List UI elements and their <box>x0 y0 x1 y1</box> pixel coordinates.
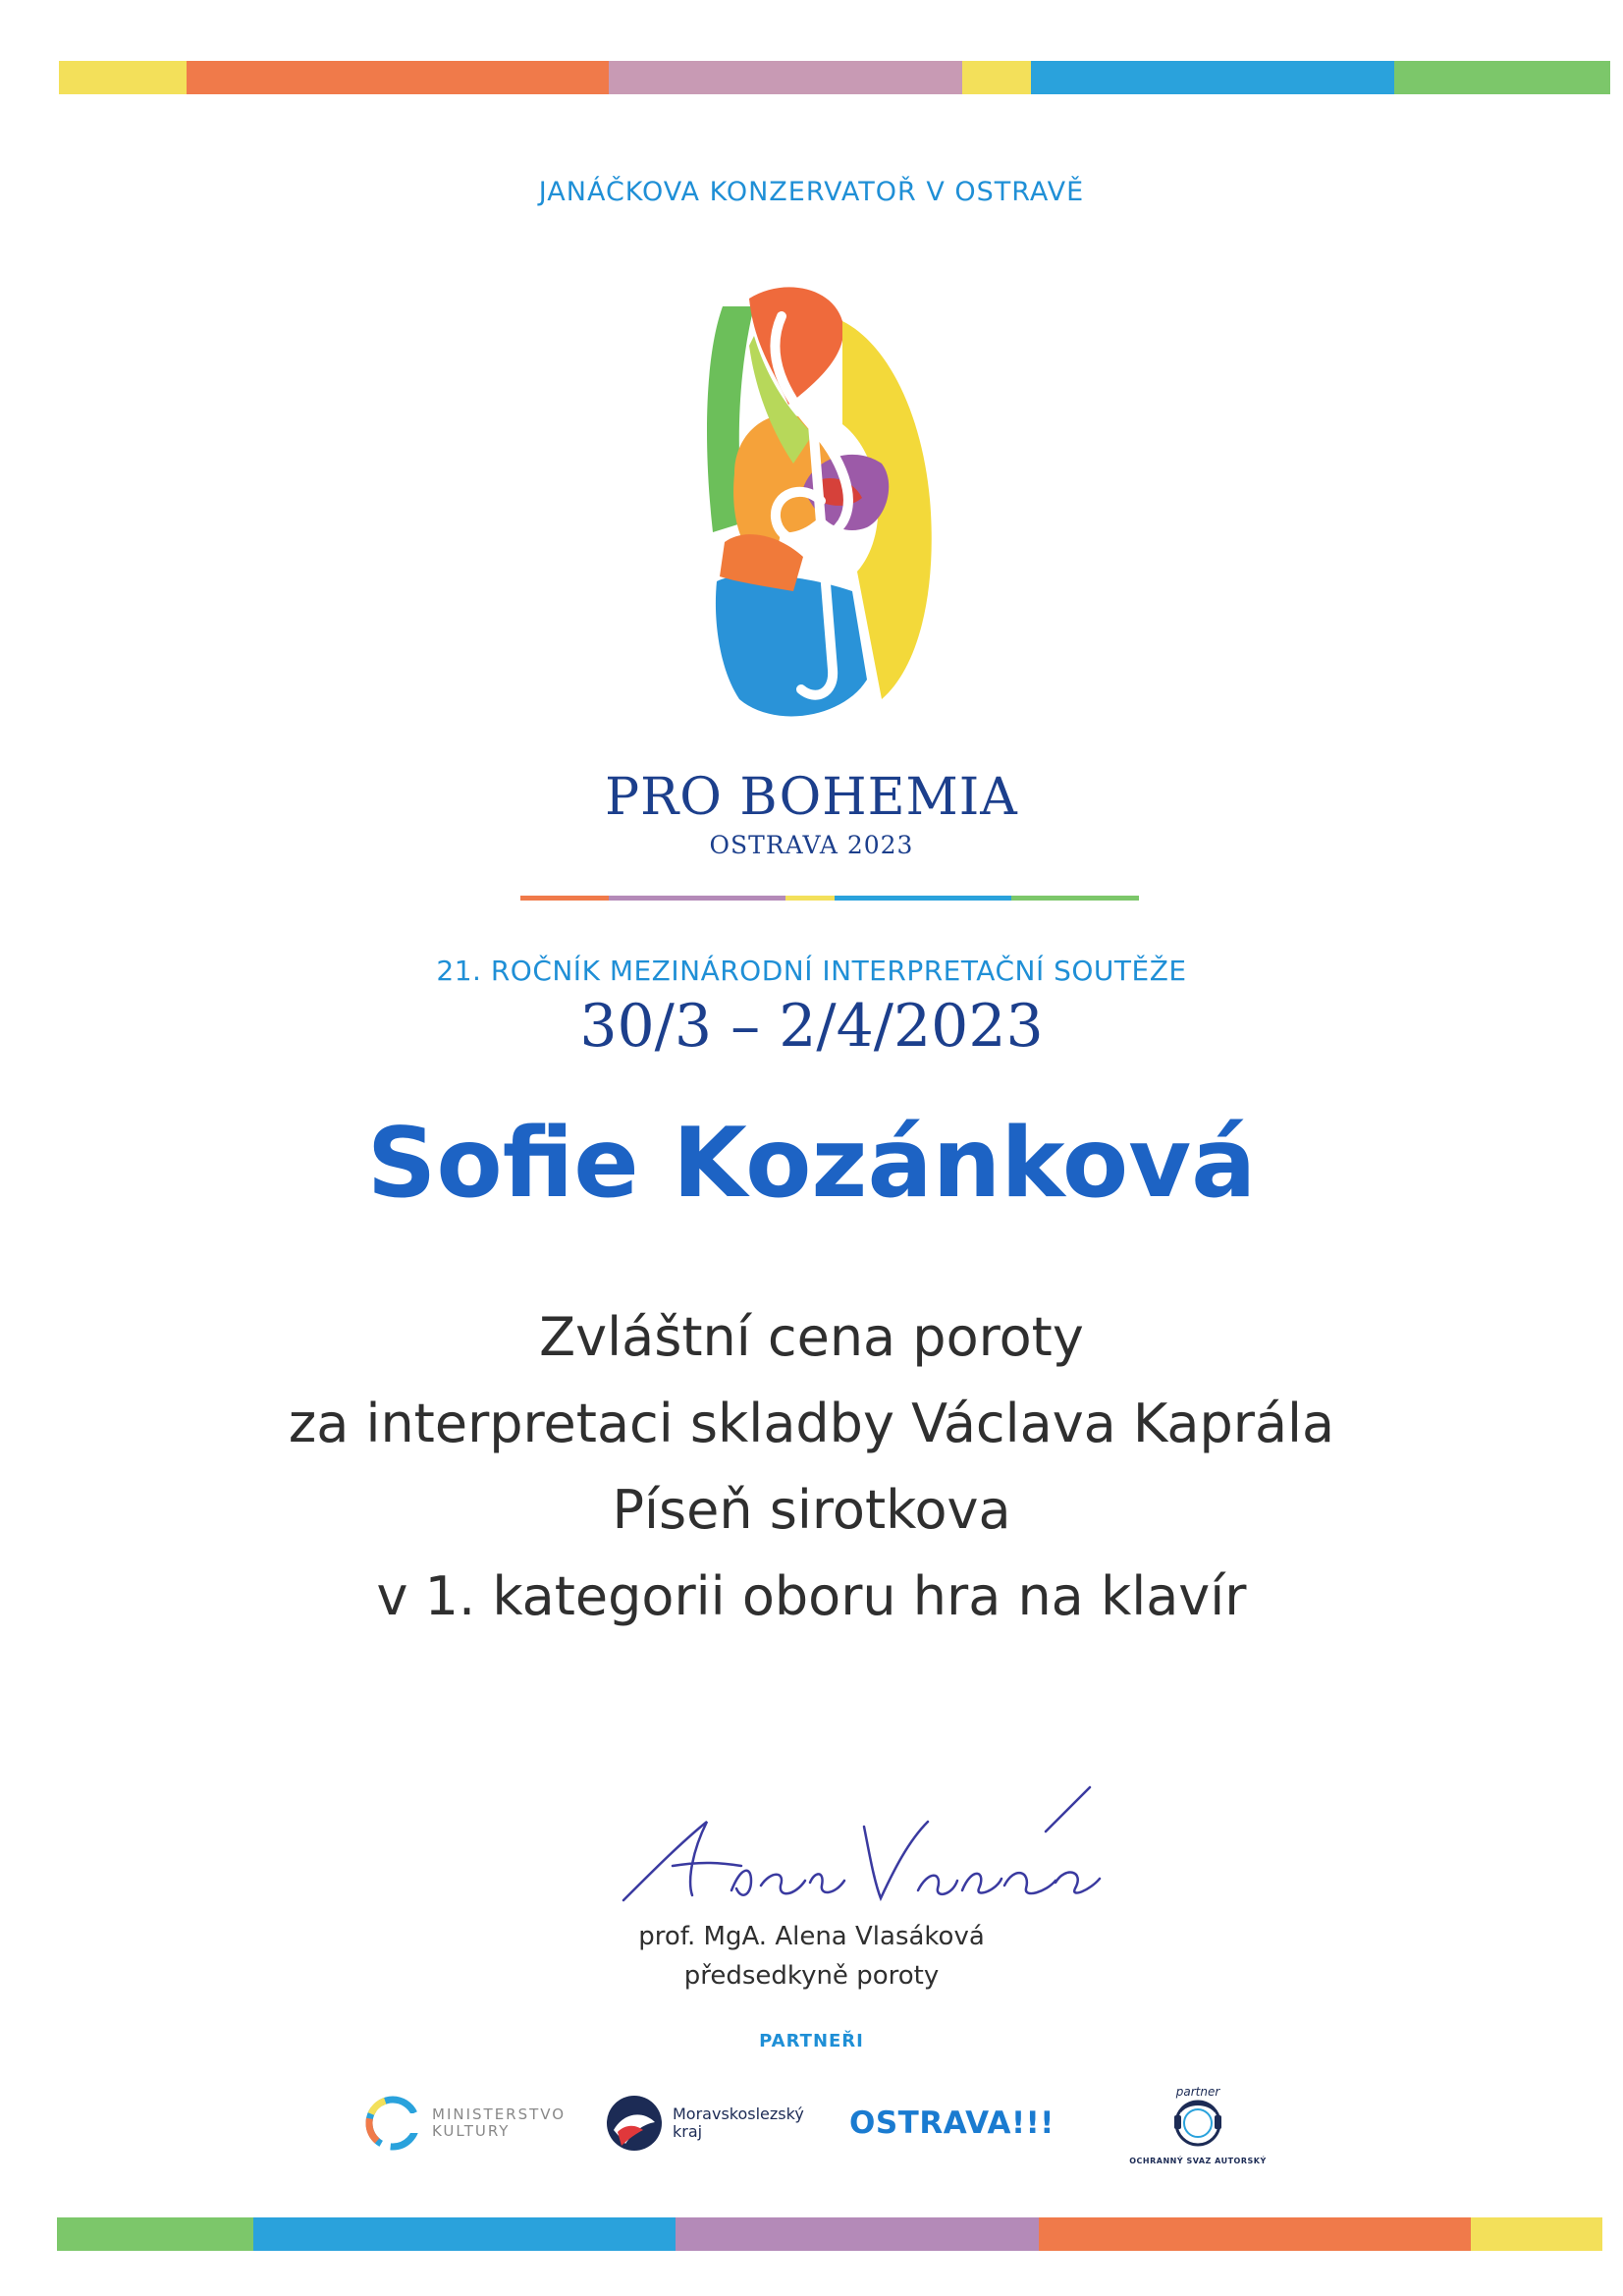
ministry-text <box>432 2106 566 2140</box>
signature <box>614 1773 1105 1930</box>
award-line: Zvláštní cena poroty <box>539 1306 1084 1368</box>
award-line: v 1. kategorii oboru hra na klavír <box>376 1565 1247 1627</box>
award-line: za interpretaci skladby Václava Kaprála <box>288 1393 1335 1454</box>
divider-segment-yellow <box>785 896 835 901</box>
signer-name: prof. MgA. Alena Vlasáková <box>638 1922 985 1951</box>
stripe-segment-green <box>57 2217 253 2251</box>
school-name: JANÁČKOVA KONZERVATOŘ V OSTRAVĚ <box>538 177 1085 207</box>
logo <box>695 277 960 738</box>
top-color-stripe <box>59 61 1610 94</box>
stripe-segment-mauve <box>676 2217 1039 2251</box>
region-line: kraj <box>673 2122 703 2141</box>
competition-round: 21. ROČNÍK MEZINÁRODNÍ INTERPRETAČNÍ SOUTĚŽE <box>436 955 1187 987</box>
divider-line <box>520 896 1139 901</box>
region-logo-icon <box>604 2093 665 2154</box>
event-subtitle: OSTRAVA 2023 <box>709 831 914 859</box>
divider-segment-orange <box>520 896 609 901</box>
osa-partner-text: partner <box>1175 2084 1220 2099</box>
stripe-segment-blue <box>1031 61 1394 94</box>
signer-role: předsedkyně poroty <box>683 1961 940 1991</box>
ministry-line: KULTURY <box>432 2122 511 2140</box>
stripe-segment-green <box>1394 61 1610 94</box>
divider-segment-mauve <box>609 896 785 901</box>
partner-moravian-silesian-region <box>604 2074 804 2172</box>
bottom-color-stripe <box>57 2217 1602 2251</box>
stripe-segment-yellow <box>1471 2217 1602 2251</box>
signer-block <box>0 1917 1623 1995</box>
award-text <box>0 1294 1623 1640</box>
partners-heading: PARTNEŘI <box>759 2031 864 2051</box>
region-text <box>673 2105 804 2141</box>
region-line: Moravskoslezský <box>673 2105 804 2123</box>
competition-dates: 30/3 – 2/4/2023 <box>579 992 1044 1061</box>
treble-clef-icon <box>695 277 960 738</box>
ministry-line: MINISTERSTVO <box>432 2105 567 2123</box>
handwritten-signature <box>614 1773 1105 1930</box>
event-title: PRO BOHEMIA <box>605 768 1018 827</box>
stripe-segment-yellow <box>962 61 1031 94</box>
stripe-segment-yellow <box>59 61 187 94</box>
ostrava-wordmark: OSTRAVA!!! <box>849 2105 1055 2141</box>
stripe-segment-mauve <box>609 61 962 94</box>
osa-text: OCHRANNÝ SVAZ AUTORSKÝ <box>1129 2156 1267 2165</box>
recipient-name: Sofie Kozánková <box>366 1108 1257 1220</box>
osa-logo-icon <box>1159 2082 1237 2151</box>
ministry-of-culture-logo-icon <box>363 2094 422 2153</box>
divider-segment-green <box>1011 896 1139 901</box>
stripe-segment-blue <box>253 2217 676 2251</box>
partner-ministry-of-culture <box>363 2074 566 2172</box>
award-line: Píseň sirotkova <box>612 1479 1011 1541</box>
stripe-segment-orange <box>1039 2217 1471 2251</box>
partner-ostrava <box>849 2074 1055 2172</box>
partner-osa <box>1100 2074 1296 2172</box>
stripe-segment-orange <box>187 61 609 94</box>
divider-segment-blue <box>835 896 1011 901</box>
